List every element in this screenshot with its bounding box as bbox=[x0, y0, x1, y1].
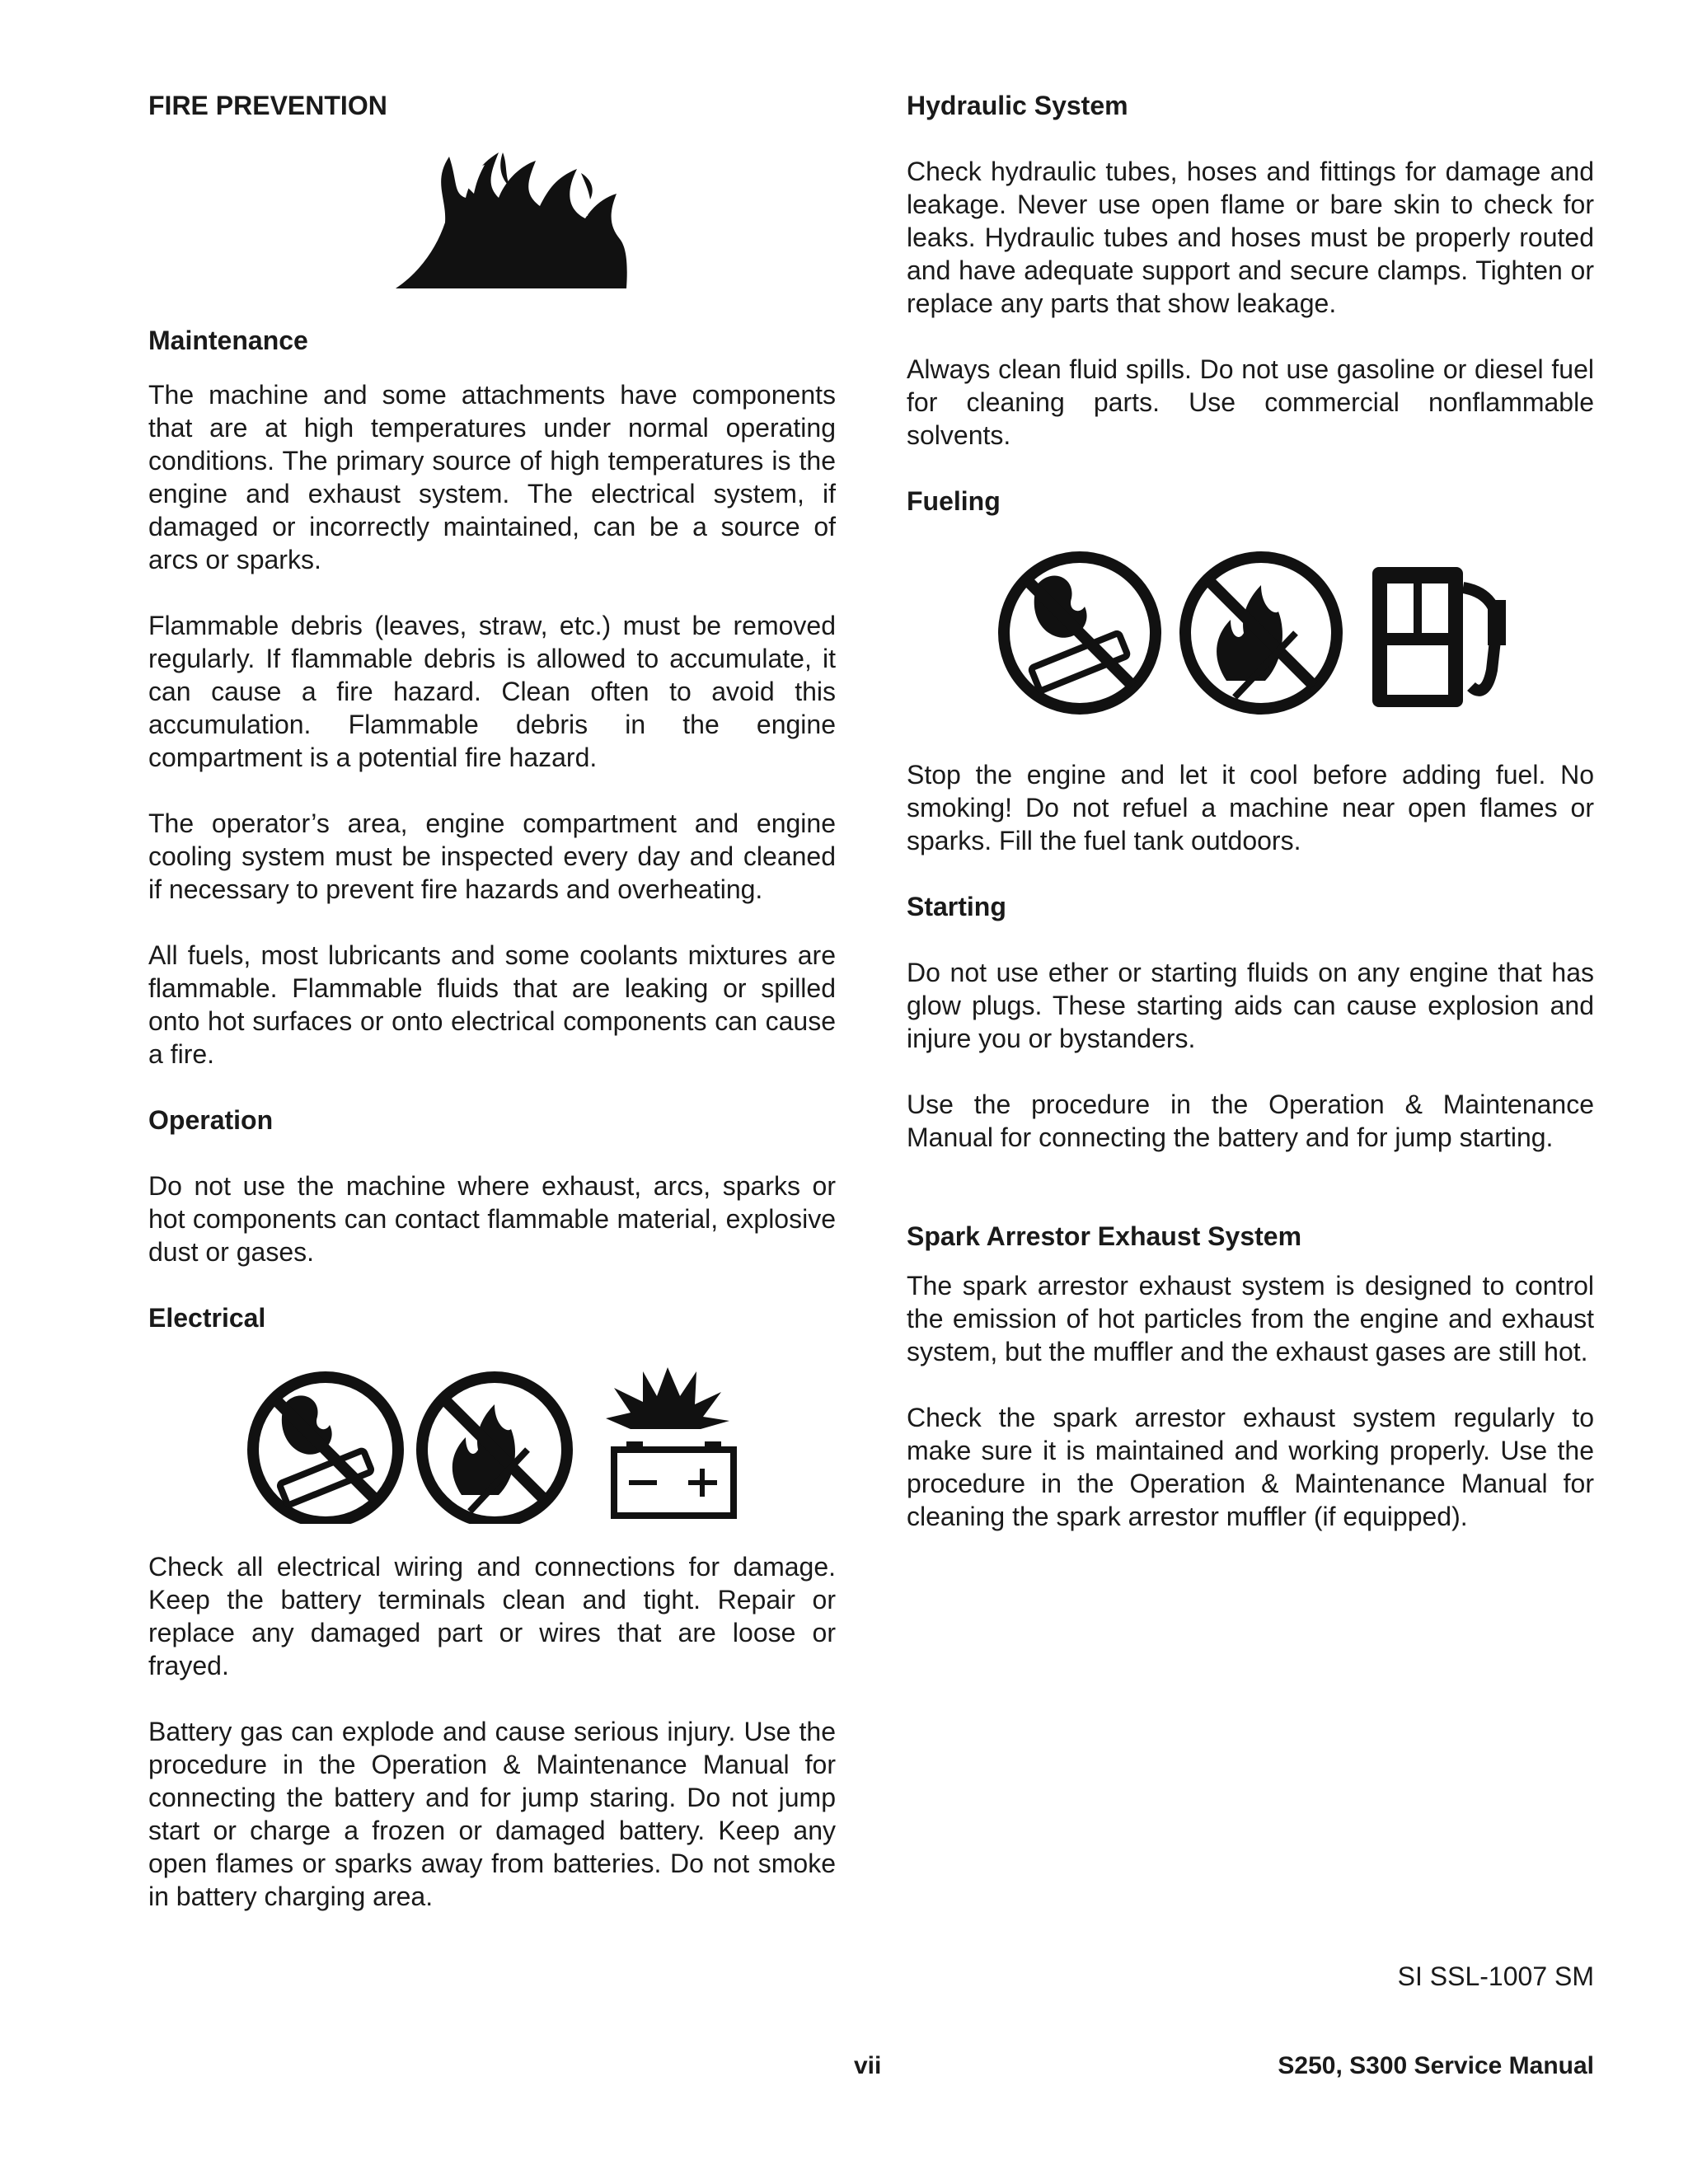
page-number: vii bbox=[854, 2052, 882, 2079]
document-code: SI SSL-1007 SM bbox=[1397, 1961, 1594, 1991]
electrical-paragraph-1: Check all electrical wiring and connections for damage. Keep the battery terminals clean and tight. Repair or replace any damaged part or wires that are loose or frayed. bbox=[148, 1552, 836, 1680]
maintenance-paragraph-3: The operator’s area, engine compartment and engine cooling system must be inspected every day and cleaned if necessary to prevent fire hazards and overheating. bbox=[148, 808, 836, 904]
starting-paragraph-1: Do not use ether or starting fluids on any engine that has glow plugs. These starting aids can cause explosion and injure you or bystanders. bbox=[907, 958, 1594, 1053]
spark-arrestor-paragraph-1: The spark arrestor exhaust system is designed to control the emission of hot particles from the engine and exhaust system, but the muffler and the exhaust gases are still hot. bbox=[907, 1271, 1594, 1366]
fueling-warning-icons bbox=[997, 542, 1525, 724]
starting-paragraph-2: Use the procedure in the Operation & Maintenance Manual for connecting the battery and for jump starting. bbox=[907, 1090, 1594, 1152]
no-smoking-icon bbox=[253, 1377, 398, 1522]
hydraulic-heading: Hydraulic System bbox=[907, 91, 1128, 120]
maintenance-paragraph-1: The machine and some attachments have components that are at high temperatures under normal operating conditions. The primary source of high temperatures is the engine and exhaust system. The electrical system, if damaged or incorrectly maintained, can be a source of arcs or sparks. bbox=[148, 380, 836, 574]
hydraulic-paragraph-2: Always clean fluid spills. Do not use gasoline or diesel fuel for cleaning parts. Use commercial nonflammable solvents. bbox=[907, 354, 1594, 450]
fuel-pump-icon bbox=[1372, 567, 1506, 707]
left-column bbox=[148, 89, 836, 1913]
flame-icon bbox=[387, 148, 635, 293]
fueling-heading: Fueling bbox=[907, 486, 1001, 516]
no-open-flame-icon bbox=[422, 1377, 567, 1522]
section-title: FIRE PREVENTION bbox=[148, 91, 387, 120]
hydraulic-paragraph-1: Check hydraulic tubes, hoses and fittings for damage and leakage. Never use open flame or bare skin to check for leaks. Hydraulic tubes and hoses must be properly routed and have adequate support and secure clamps. Tighten or replace any parts that show leakage. bbox=[907, 157, 1594, 318]
spark-arrestor-paragraph-2: Check the spark arrestor exhaust system regularly to make sure it is maintained and working properly. Use the procedure in the Operation & Maintenance Manual for cleaning the spark arrestor muffler (if equipped). bbox=[907, 1403, 1594, 1531]
operation-heading: Operation bbox=[148, 1105, 274, 1135]
no-open-flame-icon bbox=[1185, 557, 1337, 709]
spark-arrestor-heading: Spark Arrestor Exhaust System bbox=[907, 1221, 1302, 1251]
manual-title: S250, S300 Service Manual bbox=[1278, 2052, 1594, 2079]
no-smoking-icon bbox=[1004, 557, 1156, 709]
maintenance-paragraph-2: Flammable debris (leaves, straw, etc.) must be removed regularly. If flammable debris is allowed to accumulate, it can cause a fire hazard. Clean often to avoid this accumulation. Flammable debris in the engine compartment is a potential fire hazard. bbox=[148, 611, 836, 772]
electrical-heading: Electrical bbox=[148, 1303, 266, 1333]
starting-heading: Starting bbox=[907, 892, 1006, 921]
electrical-paragraph-2: Battery gas can explode and cause serious injury. Use the procedure in the Operation & Maintenance Manual for connecting the battery and for jump staring. Do not jump start or charge a frozen or damaged battery. Keep any open flames or sparks away from batteries. Do not smoke in battery charging area. bbox=[148, 1717, 836, 1911]
fueling-paragraph-1: Stop the engine and let it cool before adding fuel. No smoking! Do not refuel a machine near open flames or sparks. Fill the fuel tank outdoors. bbox=[907, 760, 1594, 855]
operation-paragraph-1: Do not use the machine where exhaust, arcs, sparks or hot components can contact flammable material, explosive dust or gases. bbox=[148, 1171, 836, 1267]
battery-explosion-icon bbox=[606, 1367, 734, 1516]
maintenance-heading: Maintenance bbox=[148, 326, 308, 355]
right-column bbox=[907, 89, 1594, 1533]
electrical-warning-icons bbox=[247, 1359, 758, 1524]
maintenance-paragraph-4: All fuels, most lubricants and some coolants mixtures are flammable. Flammable fluids that are leaking or spilled onto hot surfaces or onto electrical components can cause a fire. bbox=[148, 940, 836, 1069]
